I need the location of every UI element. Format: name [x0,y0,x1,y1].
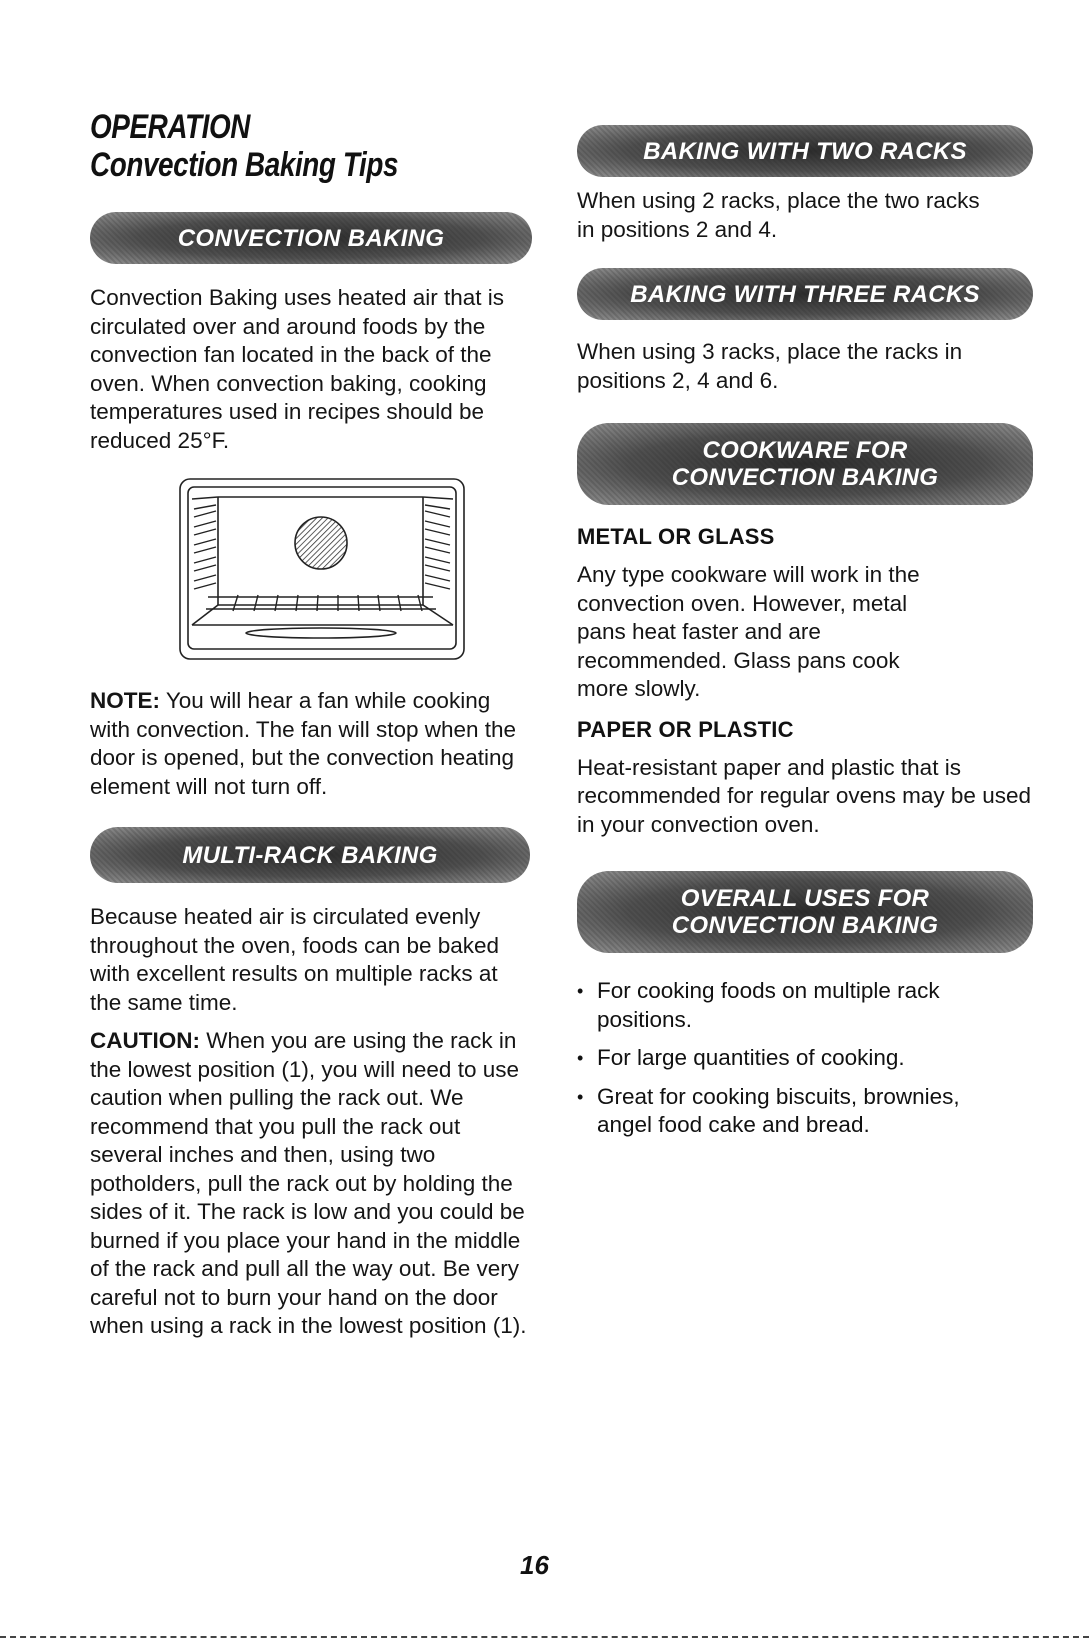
page-number: 16 [520,1550,549,1580]
two-racks-banner [577,125,1033,177]
convection-baking-banner [90,212,532,264]
page-subtitle: Convection Baking Tips [90,146,399,184]
cookware-banner-line-2: CONVECTION BAKING [671,464,939,491]
list-item: • For large quantities of cooking. [577,1044,1017,1073]
list-item: • For cooking foods on multiple rack positions. [577,977,1017,1034]
multi-rack-text: Because heated air is circulated evenly throughout the oven, foods can be baked with excellent results on multiple racks at the same time. [90,904,500,1015]
convection-baking-banner-text: CONVECTION BAKING [177,224,445,252]
three-racks-banner-text: BAKING WITH THREE RACKS [630,280,980,308]
left-column [90,110,540,1341]
caution-text: When you are using the rack in the lowest position (1), you will need to use caution when pulling the rack out. We recommend that you pull the rack out several inches and then, using two potholders, pull the rack out by holding the sides of it. The rack is low and you could be burned if you place your hand in the middle of the rack and pull all the way out. Be very careful not to burn your hand on the door when using a rack in the lowest position (1). [90,1028,527,1338]
overall-uses-banner [577,871,1033,953]
cookware-banner [577,423,1033,505]
oven-interior-illustration [178,475,468,665]
metal-glass-text: Any type cookware will work in the convection oven. However, metal pans heat faster and are recommended. Glass pans cook more slowly. [577,562,920,701]
cookware-banner-line-1: COOKWARE FOR [702,437,908,464]
multi-rack-baking-banner [90,827,530,883]
two-racks-text: When using 2 racks, place the two racks in positions 2 and 4. [577,188,980,242]
list-item: • Great for cooking biscuits, brownies, angel food cake and bread. [577,1083,1017,1140]
overall-uses-banner-line-1: OVERALL USES FOR [680,885,930,912]
note-paragraph [90,687,530,801]
note-text: You will hear a fan while cooking with convection. The fan will stop when the door is opened, but the convection heating element will not turn off. [90,688,517,799]
paper-plastic-heading: PAPER OR PLASTIC [577,716,794,742]
page-bottom-rule [0,1636,1089,1638]
convection-fan-icon [295,517,347,569]
two-racks-banner-text: BAKING WITH TWO RACKS [643,137,967,165]
overall-uses-list [577,977,1017,1140]
paper-plastic-text: Heat-resistant paper and plastic that is recommended for regular ovens may be used in your convection oven. [577,754,1031,837]
overall-uses-banner-line-2: CONVECTION BAKING [671,912,939,939]
section-title: OPERATION [90,108,250,146]
three-racks-text: When using 3 racks, place the racks in positions 2, 4 and 6. [577,339,963,393]
caution-paragraph [90,1027,530,1341]
multi-rack-banner-text: MULTI-RACK BAKING [182,841,438,869]
caution-label: CAUTION: [90,1028,200,1053]
note-label: NOTE: [90,688,160,713]
right-column [577,125,1037,1150]
convection-baking-text: Convection Baking uses heated air that is circulated over and around foods by the convection fan located in the back of the oven. When convection baking, cooking temperatures used in recipes should be reduced 25°F. [90,285,504,453]
three-racks-banner [577,268,1033,320]
metal-glass-heading: METAL OR GLASS [577,524,775,549]
